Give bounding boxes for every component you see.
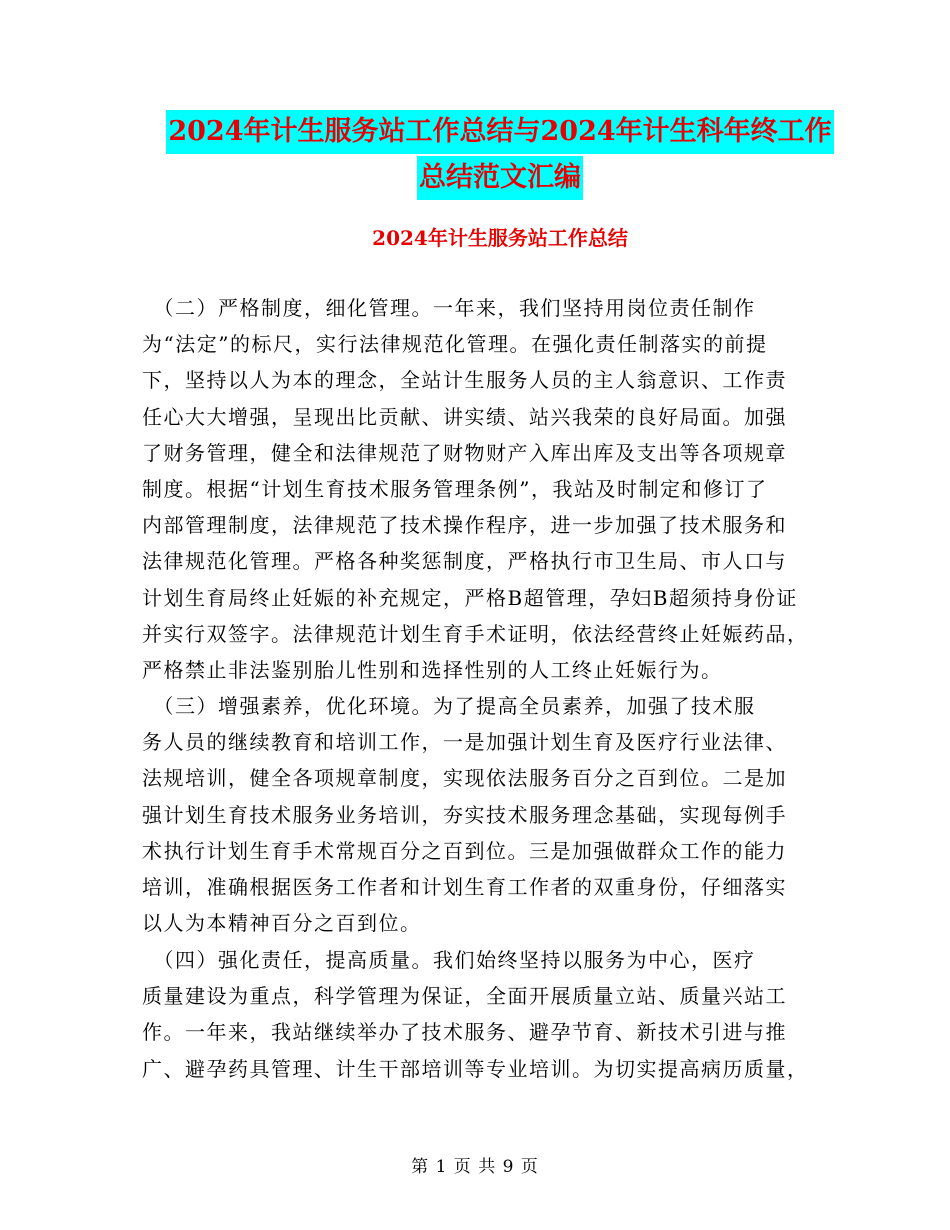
text-line: 为“法定”的标尺，实行法律规范化管理。在强化责任制落实的前提 [142,332,768,357]
paragraph-3 [142,942,822,1087]
text-line: 任心大大增强，呈现出比贡献、讲实绩、站兴我荣的良好局面。加强 [142,404,787,429]
paragraph-1 [142,290,822,688]
section-heading: 2024年计生服务站工作总结 [372,226,628,250]
page-number-footer: 第 1 页 共 9 页 [411,1157,539,1177]
text-line: （三）增强素养，优化环境。为了提高全员素养，加强了技术服 [142,694,756,718]
text-line: 法规培训，健全各项规章制度，实现依法服务百分之百到位。二是加 [142,766,787,791]
text-line: 广、避孕药具管理、计生干部培训等专业培训。为切实提高病历质量， [142,1056,809,1081]
paragraph-2 [142,688,822,941]
text-line: 严格禁止非法鉴别胎儿性别和选择性别的人工终止妊娠行为。 [142,657,723,682]
text-line: 质量建设为重点，科学管理为保证，全面开展质量立站、质量兴站工 [142,984,787,1009]
document-title-line-2 [140,156,860,200]
text-line: 作。一年来，我站继续举办了技术服务、避孕节育、新技术引进与推 [142,1020,787,1045]
text-line: （四）强化责任，提高质量。我们始终坚持以服务为中心，医疗 [142,948,756,972]
title-highlight: 总结范文汇编 [417,156,583,200]
title-highlight: 2024年计生服务站工作总结与2024年计生科年终工作 [166,110,833,154]
text-line: 强计划生育技术服务业务培训，夯实技术服务理念基础，实现每例手 [142,802,787,827]
text-line: 术执行计划生育手术常规百分之百到位。三是加强做群众工作的能力 [142,838,787,863]
text-line: 培训，准确根据医务工作者和计划生育工作者的双重身份，仔细落实 [142,874,787,899]
text-line: 法律规范化管理。严格各种奖惩制度，严格执行市卫生局、市人口与 [142,549,787,574]
text-line: 下，坚持以人为本的理念，全站计生服务人员的主人翁意识、工作责 [142,368,787,393]
text-line: （二）严格制度，细化管理。一年来，我们坚持用岗位责任制作 [142,296,756,320]
text-line: 制度。根据“计划生育技术服务管理条例”，我站及时制定和修订了 [142,476,768,501]
text-line: 内部管理制度，法律规范了技术操作程序，进一步加强了技术服务和 [142,513,787,538]
document-title-line-1 [140,110,860,154]
text-line: 务人员的继续教育和培训工作，一是加强计划生育及医疗行业法律、 [142,730,787,755]
text-line: 以人为本精神百分之百到位。 [142,911,422,936]
text-line: 并实行双签字。法律规范计划生育手术证明，依法经营终止妊娠药品， [142,621,809,646]
text-line: 计划生育局终止妊娠的补充规定，严格B超管理，孕妇B超须持身份证 [142,585,798,610]
text-line: 了财务管理，健全和法律规范了财物财产入库出库及支出等各项规章 [142,440,787,465]
